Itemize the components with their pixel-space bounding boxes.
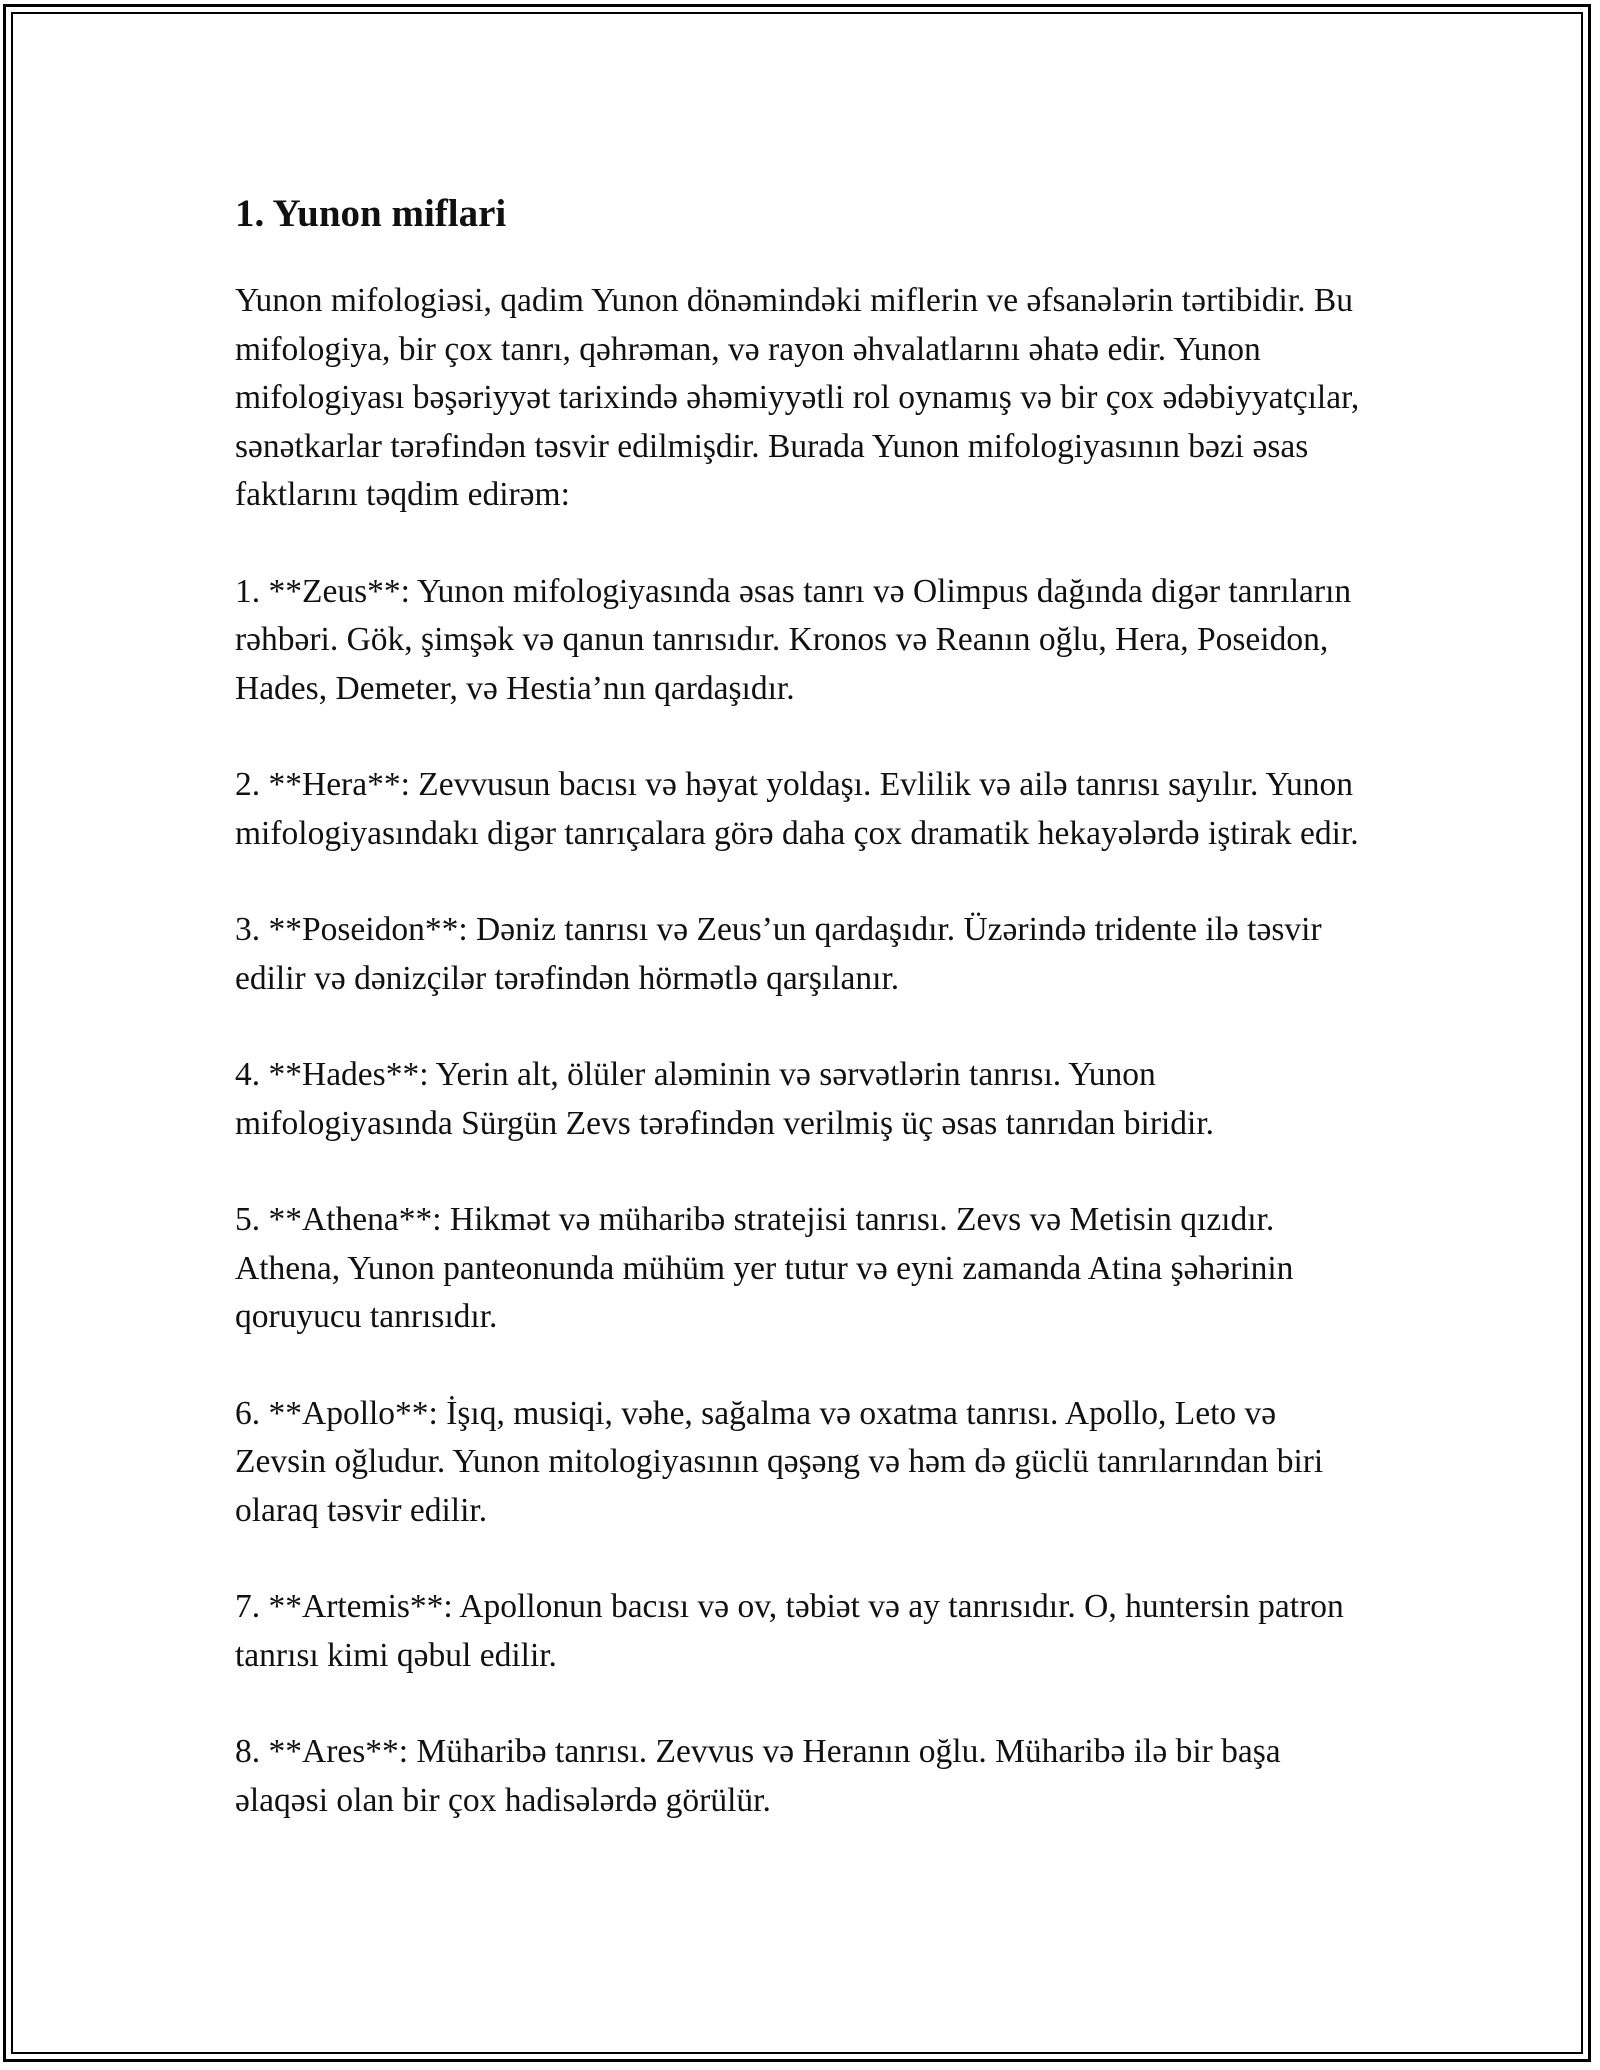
intro-paragraph: Yunon mifologiəsi, qadim Yunon dönəmindəki miflerin ve əfsanələrin tərtibidir. Bu mifologiya, bir çox tanrı, qəhrəman, və rayon əhvalatlarını əhatə edir. Yunon mifologiyası bəşəriyyət tarixində əhəmiyyətli rol oynamış və bir çox ədəbiyyatçılar, sənətkarlar tərəfindən təsvir edilmişdir. Burada Yunon mifologiyasının bəzi əsas faktlarını təqdim edirəm:	[235, 282, 1360, 513]
list-item-poseidon: 3. **Poseidon**: Dəniz tanrısı və Zeus’un qardaşıdır. Üzərində tridente ilə təsvir edilir və dənizçilər tərəfindən hörmətlə qarşılanır.	[235, 911, 1322, 997]
list-item-hades: 4. **Hades**: Yerin alt, ölüler aləminin və sərvətlərin tanrısı. Yunon mifologiyasında Sürgün Zevs tərəfindən verilmiş üç əsas tanrıdan biridir.	[235, 1056, 1215, 1142]
list-item-athena: 5. **Athena**: Hikmət və müharibə stratejisi tanrısı. Zevs və Metisin qızıdır. Athena, Yunon panteonunda mühüm yer tutur və eyni zamanda Atina şəhərinin qoruyucu tanrısıdır.	[235, 1201, 1294, 1335]
list-item-zeus: 1. **Zeus**: Yunon mifologiyasında əsas tanrı və Olimpus dağında digər tanrıların rəhbəri. Gök, şimşək və qanun tanrısıdır. Kronos və Reanın oğlu, Hera, Poseidon, Hades, Demeter, və Hestia’nın qardaşıdır.	[235, 572, 1352, 707]
document-body	[235, 185, 1365, 1873]
list-item-apollo: 6. **Apollo**: İşıq, musiqi, vəhe, sağalma və oxatma tanrısı. Apollo, Leto və Zevsin oğludur. Yunon mitologiyasının qəşəng və həm də güclü tanrılarından biri olaraq təsvir edilir.	[235, 1394, 1324, 1529]
list-item-ares: 8. **Ares**: Müharibə tanrısı. Zevvus və Heranın oğlu. Müharibə ilə bir başa əlaqəsi olan bir çox hadisələrdə görülür.	[235, 1733, 1281, 1819]
list-item-artemis: 7. **Artemis**: Apollonun bacısı və ov, təbiət və ay tanrısıdır. O, huntersin patron tanrısı kimi qəbul edilir.	[235, 1588, 1344, 1674]
list-item-hera: 2. **Hera**: Zevvusun bacısı və həyat yoldaşı. Evlilik və ailə tanrısı sayılır. Yunon mifologiyasındakı digər tanrıçalara görə daha çox dramatik hekayələrdə iştirak edir.	[235, 766, 1359, 852]
section-heading: 1. Yunon miflari	[235, 192, 507, 235]
